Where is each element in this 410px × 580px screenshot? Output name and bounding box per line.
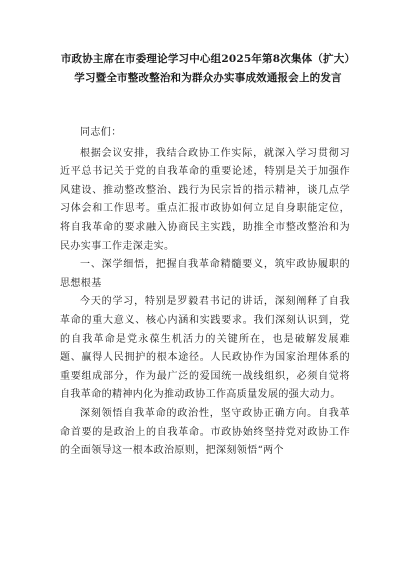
paragraph-intro: 根据会议安排，我结合政协工作实际，就深入学习贯彻习近平总书记关于党的自我革命的重要论述，特别是关于加强作风建设、推动整改整治、践行为民宗旨的指示精神，谈几点学习体会和工作思考。重点汇报市政协如何立足自身职能定位，将自我革命的要求融入协商民主实践，助推全市整改整治和为民办实事工作走深走实。 bbox=[60, 147, 350, 252]
document-body bbox=[60, 124, 350, 461]
salutation: 同志们： bbox=[80, 127, 122, 138]
document-title: 市政协主席在市委理论学习中心组2025年第8次集体（扩大）学习暨全市整改整治和为群众办实事成效通报会上的发言 bbox=[60, 53, 356, 84]
paragraph-political: 深刻领悟自我革命的政治性，坚守政协正确方向。自我革命首要的是政治上的自我革命。市政协始终坚持党对政协工作的全面领导这一根本政治原则，把深刻领悟“两个 bbox=[60, 407, 350, 457]
paragraph-study: 今天的学习，特别是罗毅君书记的讲话，深刻阐释了自我革命的重大意义、核心内涵和实践要求。我们深刻认识到，党的自我革命是党永葆生机活力的关键所在，也是破解发展难题、赢得人民拥护的根本途径。人民政协作为国家治理体系的重要组成部分，作为最广泛的爱国统一战线组织，必须自觉将自我革命的精神内化为推动政协工作高质量发展的强大动力。 bbox=[60, 296, 350, 401]
section-heading-1: 一、深学细悟，把握自我革命精髓要义，筑牢政协履职的思想根基 bbox=[60, 259, 350, 289]
